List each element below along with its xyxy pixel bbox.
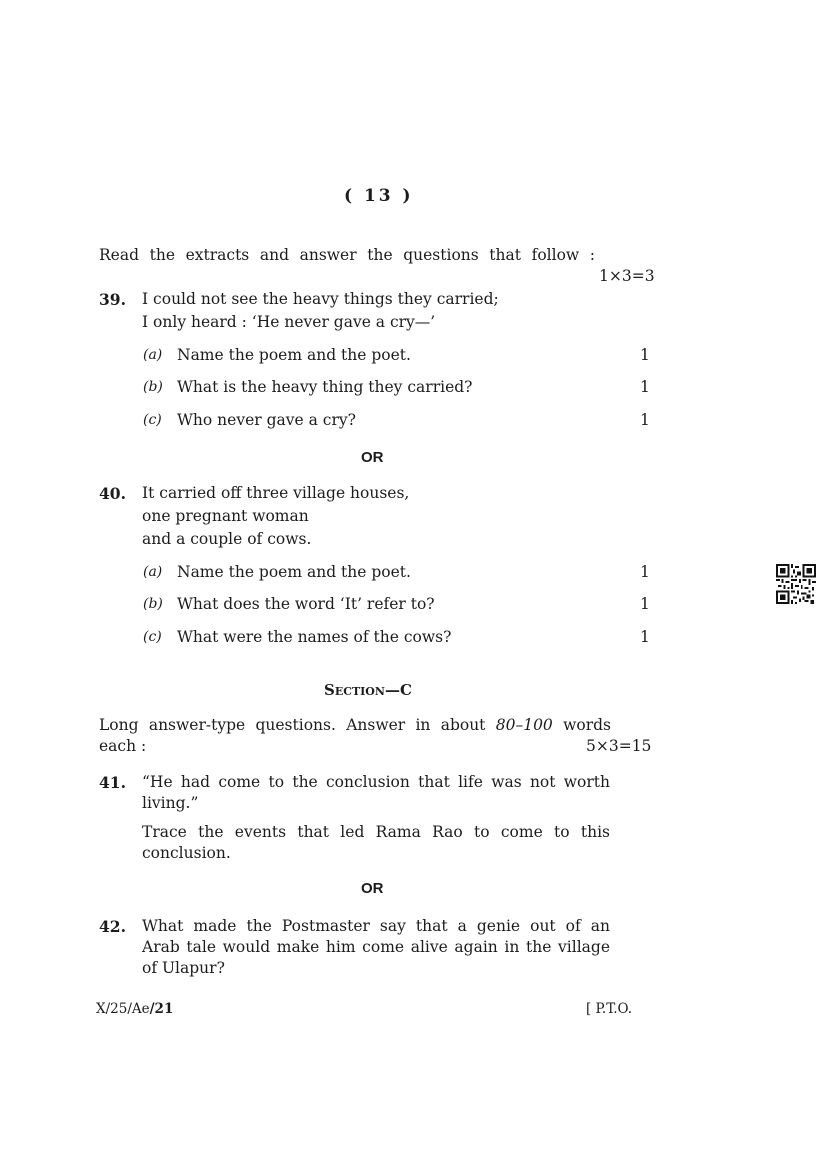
q41-quote-line-1: “He had come to the conclusion that life was not worth (142, 773, 610, 791)
question-number-42: 42. (99, 917, 126, 936)
q41-task-line-2: conclusion. (142, 844, 231, 862)
q40-sub-question-a: Name the poem and the poet. (177, 563, 411, 581)
q41-quote-line-2: living.” (142, 794, 199, 812)
q39-sub-label-b: (b) (143, 379, 163, 395)
instruction-text: Read the extracts and answer the questions that follow : (99, 246, 595, 264)
question-number-39: 39. (99, 290, 126, 309)
section-heading: Section—C (324, 681, 412, 699)
q39-extract-line-1: I could not see the heavy things they carried; (142, 290, 499, 308)
q39-sub-question-c: Who never gave a cry? (177, 411, 356, 429)
q40-extract-line-3: and a couple of cows. (142, 530, 312, 548)
question-number-40: 40. (99, 484, 126, 503)
long-answer-instruction-line-2: each : (99, 737, 147, 755)
long-answer-instruction-line-1: Long answer-type questions. Answer in about 80–100 words (99, 716, 611, 734)
or-separator-2: OR (361, 880, 384, 897)
paper-code: X/25/Ae/21 (96, 1001, 174, 1017)
long-answer-marks: 5×3=15 (586, 737, 652, 755)
q40-sub-question-c: What were the names of the cows? (177, 628, 452, 646)
q40-extract-line-1: It carried off three village houses, (142, 484, 410, 502)
q42-line-2: Arab tale would make him come alive again in the village (142, 938, 610, 956)
q40-sub-label-a: (a) (143, 564, 163, 580)
q39-sub-mark-c: 1 (640, 411, 650, 429)
instruction-marks: 1×3=3 (599, 267, 655, 285)
q40-sub-mark-c: 1 (640, 628, 650, 646)
q39-sub-question-a: Name the poem and the poet. (177, 346, 411, 364)
q39-sub-mark-b: 1 (640, 378, 650, 396)
q40-extract-line-2: one pregnant woman (142, 507, 309, 525)
q42-line-1: What made the Postmaster say that a genie out of an (142, 917, 610, 935)
q39-sub-label-c: (c) (143, 412, 162, 428)
q39-sub-mark-a: 1 (640, 346, 650, 364)
q39-sub-question-b: What is the heavy thing they carried? (177, 378, 473, 396)
q39-sub-label-a: (a) (143, 347, 163, 363)
q41-task-line-1: Trace the events that led Rama Rao to come to this (142, 823, 610, 841)
q40-sub-label-c: (c) (143, 629, 162, 645)
page-number: ( 13 ) (344, 186, 414, 206)
q40-sub-question-b: What does the word ‘It’ refer to? (177, 595, 435, 613)
q40-sub-label-b: (b) (143, 596, 163, 612)
q40-sub-mark-a: 1 (640, 563, 650, 581)
pto-label: [ P.T.O. (586, 1001, 633, 1017)
or-separator-1: OR (361, 449, 384, 466)
q39-extract-line-2: I only heard : ‘He never gave a cry—’ (142, 313, 436, 331)
qr-code-icon (776, 564, 816, 604)
q42-line-3: of Ulapur? (142, 959, 225, 977)
q40-sub-mark-b: 1 (640, 595, 650, 613)
question-number-41: 41. (99, 773, 126, 792)
